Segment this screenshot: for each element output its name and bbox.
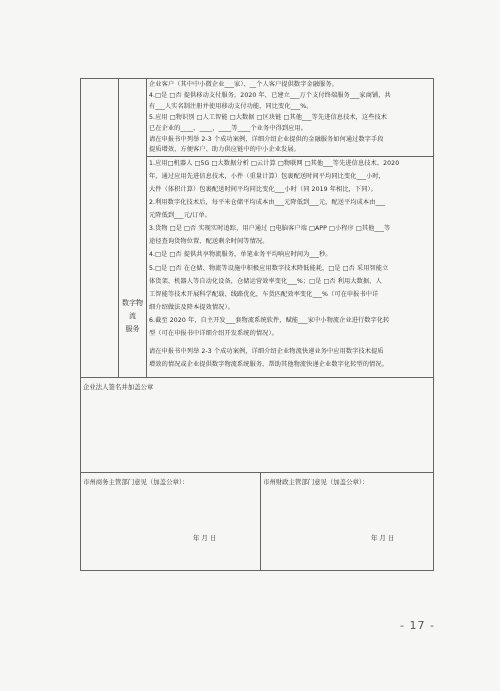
- finance-line: 请在申报书中列举 2-3 个成功案例，详细介绍企业提供的金融服务如何通过数字手段: [149, 136, 384, 143]
- logistics-line: 6.截至 2020 年，自主开发___套物流系统软件，赋能___家中小物流企业进行数字化转: [149, 317, 390, 324]
- finance-line: 5.应用 □物识别 □人工智能 □大数据 □区块链 □其他___等先进信息技术，这些技术: [149, 114, 388, 121]
- logistics-line: 1.应用□机器人 □5G □大数据分析 □云计算 □物联网 □其他___等先进信息技术。2020: [149, 160, 400, 167]
- logistics-line: 2.利用数字化技术后，每平米仓储平均成本由___元降低到___元，配送平均成本由___: [149, 199, 386, 206]
- finance-line: 企业客户（其中中小微企业___家）、__个人客户提供数字金融服务。: [149, 81, 338, 88]
- finance-dept-opinion-label: 市州财政主管部门意见（加盖公章）：: [263, 478, 369, 486]
- logistics-line: 请在申报书中列举 2-3 个成功案例，详细介绍企业物流快递业务中应用数字技术提质: [149, 348, 384, 355]
- logistics-line: 4.□是 □否 提供共享物流服务，单笔业务平均响应时间为___秒。: [149, 251, 332, 258]
- logistics-line: 3.货物 □是 □否 实现实时追踪，用户通过 □电脑客户端 □APP □小程序 □其他___等: [149, 225, 391, 232]
- finance-dept-date: 年 月 日: [371, 534, 395, 542]
- row-divider-signature: [81, 472, 434, 473]
- logistics-line: 增效的情况或企业提供数字物流系统服务，帮助其他物流快递企业数字化转型的情况。: [149, 361, 388, 368]
- logistics-line: 5.□是 □否 在仓储、物流等设施中积极应用数字技术降低能耗，□是 □否 采用智能立: [149, 265, 389, 272]
- logistics-line: 年，通过应用先进信息技术，小件（重量计算）包裹配送时间平均同比变化___小时，: [149, 173, 385, 180]
- logistics-line: 途径查询货物位置、配送剩余时间等情况。: [149, 238, 269, 245]
- opinion-column-divider: [260, 472, 261, 571]
- finance-line: 已在企业的____、____、____等____个业务中得到应用。: [149, 125, 307, 132]
- logistics-line: 大件（体积计算）包裹配送时间平均同比变化___小时（同 2019 年相比，下同）。: [149, 186, 377, 193]
- commerce-dept-opinion-label: 市州商务主管部门意见（加盖公章）：: [83, 478, 189, 486]
- logistics-line: 元降低到___元/订单。: [149, 212, 212, 219]
- logistics-service-label: [119, 297, 146, 336]
- finance-line: 有___人实名制注册并使用移动支付功能，同比变化___%。: [149, 103, 313, 110]
- page-number: - 17 -: [400, 619, 435, 632]
- commerce-dept-date: 年 月 日: [193, 534, 217, 542]
- finance-line: 4.□是 □否 提供移动支付服务，2020 年，已建立___万个支付终端服务___家商铺，共: [149, 92, 391, 99]
- logistics-label-line: 数字物流: [122, 299, 143, 320]
- finance-line: 提质增效、方便客户、助力供应链中的中小企业发展。: [149, 146, 300, 153]
- logistics-line: 型（可在申报书中详细介绍开发系统的情况）。: [149, 330, 278, 337]
- row-divider-finance: [146, 156, 434, 157]
- row-divider-logistics-bottom: [81, 377, 434, 378]
- logistics-line: 细介绍做法及降本提效情况）。: [149, 304, 234, 311]
- logistics-label-line: 服务: [125, 325, 140, 333]
- application-form-table: [80, 78, 434, 571]
- legal-person-signature-label: 企业法人签名并加盖公章: [83, 383, 154, 391]
- content-column-divider: [146, 79, 147, 377]
- logistics-line: 工智能等技术开展科学配载、线路优化，车货匹配效率变化___%（可在申报书中详: [149, 291, 379, 298]
- logistics-line: 体货架、机器人等自动化设备，仓储运营效率变化___%；□是 □否 利用大数据、人: [149, 278, 382, 285]
